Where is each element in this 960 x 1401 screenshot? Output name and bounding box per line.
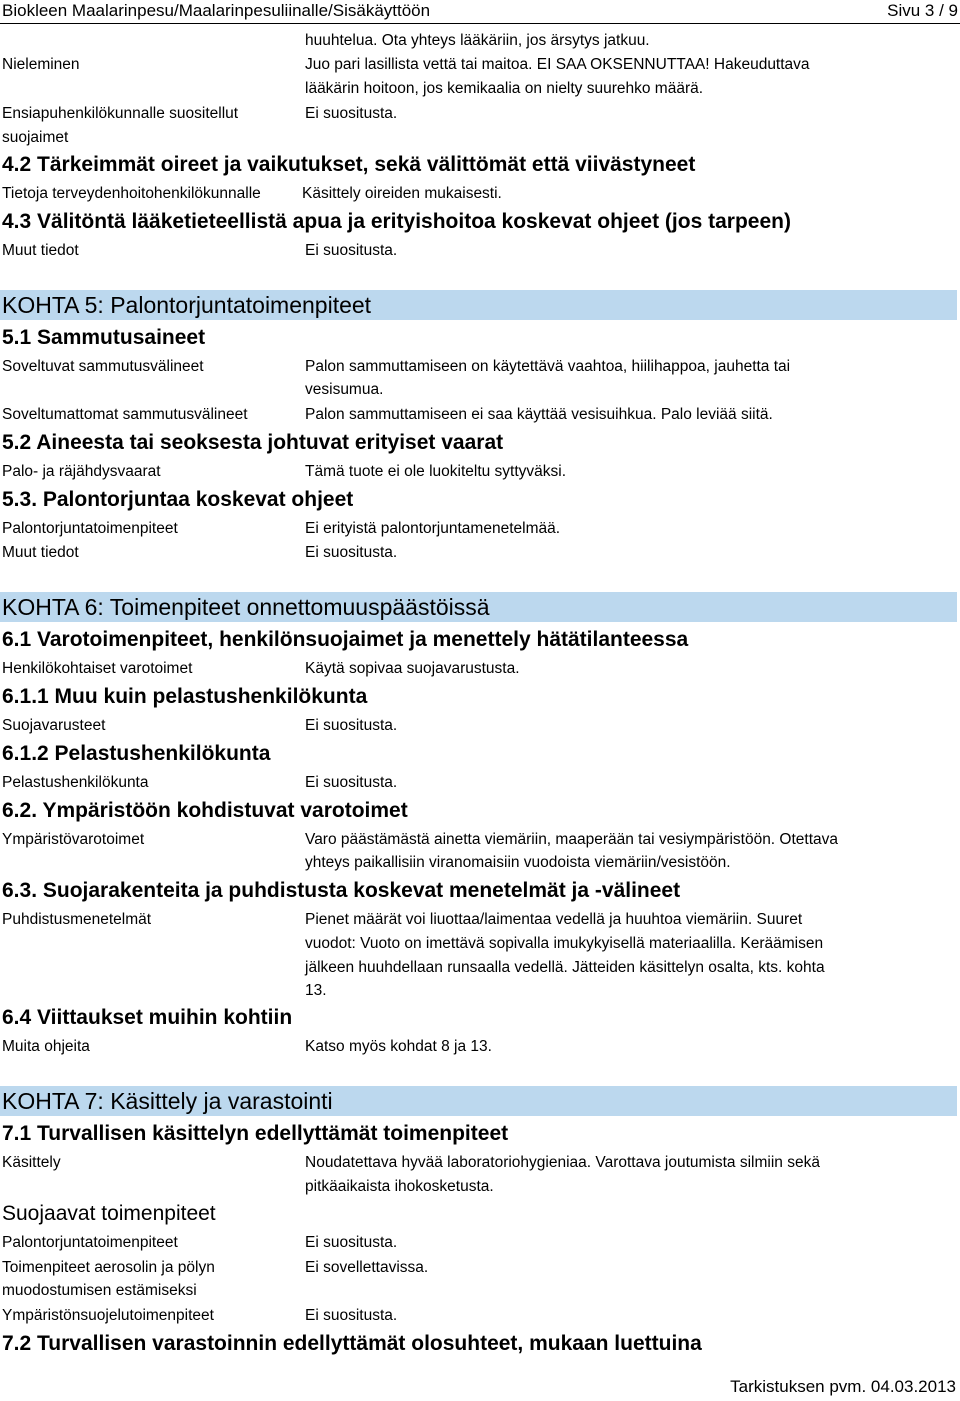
first-aid-protection-label-2: suojaimet: [2, 129, 69, 146]
fire-prevention-value: Ei suositusta.: [305, 1234, 398, 1251]
health-personnel-value: Käsittely oireiden mukaisesti.: [302, 185, 502, 202]
heading-6-1-2: 6.1.2 Pelastushenkilökunta: [2, 742, 271, 765]
heading-7-1: 7.1 Turvallisen käsittelyn edellyttämät toimenpiteet: [2, 1122, 509, 1145]
other-instructions-value: Katso myös kohdat 8 ja 13.: [305, 1038, 492, 1055]
heading-7-2: 7.2 Turvallisen varastoinnin edellyttämät olosuhteet, mukaan luettuina: [2, 1332, 702, 1355]
section-7-band: [0, 1086, 957, 1116]
heading-5-3: 5.3. Palontorjuntaa koskevat ohjeet: [2, 488, 354, 511]
eye-contact-continued: huuhtelua. Ota yhteys lääkäriin, jos ärsytys jatkuu.: [305, 32, 650, 49]
first-aid-protection-value: Ei suositusta.: [305, 105, 398, 122]
heading-5-1: 5.1 Sammutusaineet: [2, 326, 206, 349]
ingestion-line-1: Juo pari lasillista vettä tai maitoa. EI SAA OKSENNUTTAA! Hakeuduttava: [305, 56, 810, 73]
other-info-label: Muut tiedot: [2, 242, 79, 259]
environmental-precautions-label: Ympäristövarotoimet: [2, 831, 145, 848]
other-info-5-label: Muut tiedot: [2, 544, 79, 561]
suitable-media-label: Soveltuvat sammutusvälineet: [2, 358, 204, 375]
cleaning-methods-line-1: Pienet määrät voi liuottaa/laimentaa vedellä ja huuhtoa viemäriin. Suuret: [305, 911, 803, 928]
cleaning-methods-line-2: vuodot: Vuoto on imettävä sopivalla imukykyisellä materiaalilla. Keräämisen: [305, 935, 824, 952]
section-7-title: KOHTA 7: Käsittely ja varastointi: [2, 1088, 333, 1114]
other-instructions-label: Muita ohjeita: [2, 1038, 90, 1055]
firefighting-measures-value: Ei erityistä palontorjuntamenetelmää.: [305, 520, 561, 537]
fire-hazard-label: Palo- ja räjähdysvaarat: [2, 463, 161, 480]
environmental-protection-value: Ei suositusta.: [305, 1307, 398, 1324]
heading-5-2: 5.2 Aineesta tai seoksesta johtuvat erityiset vaarat: [2, 431, 504, 454]
section-5-title: KOHTA 5: Palontorjuntatoimenpiteet: [2, 292, 372, 318]
page-number: Sivu 3 / 9: [887, 1, 958, 20]
heading-6-1: 6.1 Varotoimenpiteet, henkilönsuojaimet ja menettely hätätilanteessa: [2, 628, 689, 651]
personal-precautions-label: Henkilökohtaiset varotoimet: [2, 660, 193, 677]
handling-line-1: Noudatettava hyvää laboratoriohygieniaa. Varottava joutumista silmiin sekä: [305, 1154, 820, 1171]
section-6-title: KOHTA 6: Toimenpiteet onnettomuuspäästöissä: [2, 594, 490, 620]
rescue-personnel-value: Ei suositusta.: [305, 774, 398, 791]
protective-measures-heading: Suojaavat toimenpiteet: [2, 1202, 216, 1225]
section-6-band: [0, 592, 957, 622]
ingestion-line-2: lääkärin hoitoon, jos kemikaalia on nielty suurehko määrä.: [305, 80, 704, 97]
heading-4-2: 4.2 Tärkeimmät oireet ja vaikutukset, sekä välittömät että viivästyneet: [2, 153, 696, 176]
firefighting-measures-label: Palontorjuntatoimenpiteet: [2, 520, 178, 537]
heading-6-3: 6.3. Suojarakenteita ja puhdistusta koskevat menetelmät ja -välineet: [2, 879, 681, 902]
section-5-band: [0, 290, 957, 320]
first-aid-protection-label-1: Ensiapuhenkilökunnalle suositellut: [2, 105, 239, 122]
personal-precautions-value: Käytä sopivaa suojavarustusta.: [305, 660, 520, 677]
protective-equipment-value: Ei suositusta.: [305, 717, 398, 734]
environmental-protection-label: Ympäristönsuojelutoimenpiteet: [2, 1307, 214, 1324]
cleaning-methods-label: Puhdistusmenetelmät: [2, 911, 152, 928]
suitable-media-line-2: vesisumua.: [305, 381, 384, 398]
page-header: [0, 0, 960, 24]
heading-4-3: 4.3 Välitöntä lääketieteellistä apua ja erityishoitoa koskevat ohjeet (jos tarpeen): [2, 210, 791, 233]
heading-6-2: 6.2. Ympäristöön kohdistuvat varotoimet: [2, 799, 408, 822]
unsuitable-media-value: Palon sammuttamiseen ei saa käyttää vesisuihkua. Palo leviää siitä.: [305, 406, 773, 423]
unsuitable-media-label: Soveltumattomat sammutusvälineet: [2, 406, 248, 423]
heading-6-4: 6.4 Viittaukset muihin kohtiin: [2, 1006, 293, 1029]
ingestion-label: Nieleminen: [2, 56, 80, 73]
fire-prevention-label: Palontorjuntatoimenpiteet: [2, 1234, 178, 1251]
rescue-personnel-label: Pelastushenkilökunta: [2, 774, 149, 791]
suitable-media-line-1: Palon sammuttamiseen on käytettävä vaahtoa, hiilihappoa, jauhetta tai: [305, 358, 791, 375]
aerosol-measures-value: Ei sovellettavissa.: [305, 1259, 429, 1276]
environmental-precautions-line-1: Varo päästämästä ainetta viemäriin, maaperään tai vesiympäristöön. Otettava: [305, 831, 839, 848]
other-info-value: Ei suositusta.: [305, 242, 398, 259]
cleaning-methods-line-4: 13.: [305, 982, 327, 999]
fire-hazard-value: Tämä tuote ei ole luokiteltu syttyväksi.: [305, 463, 567, 480]
aerosol-measures-label-2: muodostumisen estämiseksi: [2, 1282, 197, 1299]
environmental-precautions-line-2: yhteys paikallisiin viranomaisiin vuodoista viemäriin/vesistöön.: [305, 854, 731, 871]
health-personnel-label: Tietoja terveydenhoitohenkilökunnalle: [2, 185, 261, 202]
protective-equipment-label: Suojavarusteet: [2, 717, 106, 734]
handling-line-2: pitkäaikaista ihokosketusta.: [305, 1178, 494, 1195]
aerosol-measures-label-1: Toimenpiteet aerosolin ja pölyn: [2, 1259, 215, 1276]
cleaning-methods-line-3: jälkeen huuhdellaan runsaalla vedellä. Jätteiden käsittelyn osalta, kts. kohta: [305, 959, 825, 976]
heading-6-1-1: 6.1.1 Muu kuin pelastushenkilökunta: [2, 685, 368, 708]
document-title: Biokleen Maalarinpesu/Maalarinpesuliinalle/Sisäkäyttöön: [2, 1, 431, 20]
revision-date: Tarkistuksen pvm. 04.03.2013: [730, 1377, 956, 1396]
handling-label: Käsittely: [2, 1154, 61, 1171]
other-info-5-value: Ei suositusta.: [305, 544, 398, 561]
